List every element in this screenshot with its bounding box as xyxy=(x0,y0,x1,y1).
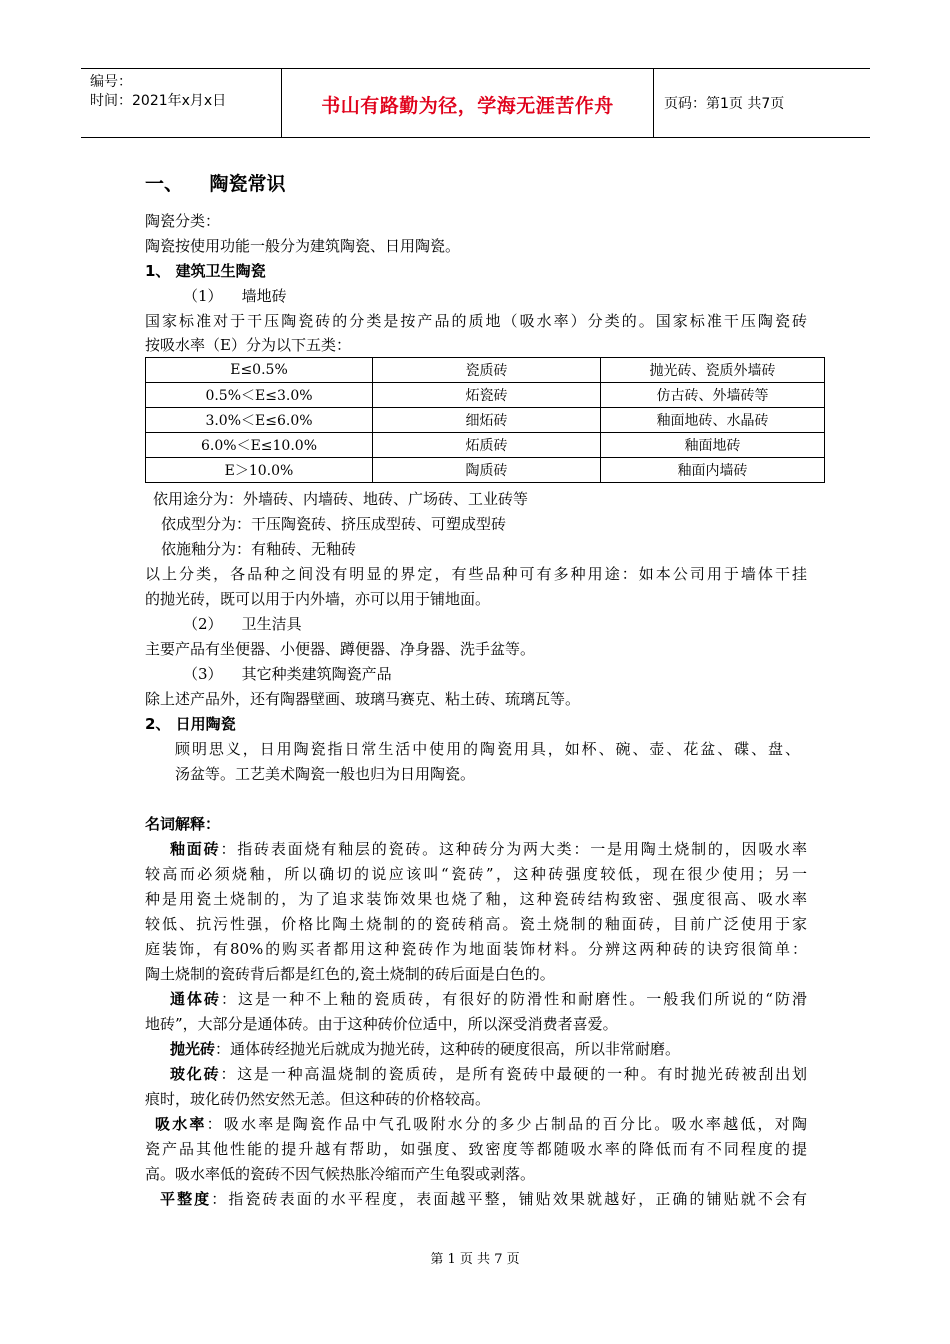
number-label: 编号： xyxy=(90,74,132,90)
paragraph-line: 以上分类，各品种之间没有明显的界定，有些品种可有多种用途：如本公司用于墙体干挂 xyxy=(145,565,807,583)
glossary-definition: ：指砖表面烧有釉层的瓷砖。这种砖分为两大类：一是用陶土烧制的，因吸水率 xyxy=(220,840,807,858)
table-cell: 3.0%＜E≤6.0% xyxy=(146,408,373,433)
paragraph-line: 地砖”，大部分是通体砖。由于这种砖价位适中，所以深受消费者喜爱。 xyxy=(145,1015,618,1033)
header-meta-cell xyxy=(81,69,282,137)
glossary-definition: ：这是一种不上釉的瓷质砖，有很好的防滑性和耐磨性。一般我们所说的“防滑 xyxy=(221,990,807,1008)
paragraph-line: 依施釉分为：有釉砖、无釉砖 xyxy=(161,540,357,558)
glossary-entry xyxy=(155,1114,807,1134)
item-heading: （2） 卫生洁具 xyxy=(183,615,302,633)
paragraph-line: 较高而必须烧釉，所以确切的说应该叫“瓷砖”，这种砖强度较低，现在很少使用；另一 xyxy=(145,865,807,883)
table-cell: 炻质砖 xyxy=(373,433,601,458)
glossary-definition: ：指瓷砖表面的水平程度，表面越平整，铺贴效果就越好，正确的铺贴就不会有 xyxy=(211,1190,807,1208)
paragraph-line: 依成型分为：干压陶瓷砖、挤压成型砖、可塑成型砖 xyxy=(161,515,507,533)
table-cell: 釉面内墙砖 xyxy=(601,458,825,483)
table-cell: 瓷质砖 xyxy=(373,358,601,383)
intro-line: 陶瓷按使用功能一般分为建筑陶瓷、日用陶瓷。 xyxy=(145,237,461,255)
paragraph-line: 的抛光砖，既可以用于内外墙，亦可以用于铺地面。 xyxy=(145,590,491,608)
table-cell: E＞10.0% xyxy=(146,458,373,483)
table-cell: 炻瓷砖 xyxy=(373,383,601,408)
glossary-definition: ：通体砖经抛光后就成为抛光砖，这种砖的硬度很高，所以非常耐磨。 xyxy=(215,1040,681,1058)
glossary-definition: ：这是一种高温烧制的瓷质砖，是所有瓷砖中最硬的一种。有时抛光砖被刮出划 xyxy=(220,1065,807,1083)
table-cell: 6.0%＜E≤10.0% xyxy=(146,433,373,458)
glossary-entry xyxy=(160,1189,807,1209)
paragraph-line: 国家标准对于干压陶瓷砖的分类是按产品的质地（吸水率）分类的。国家标准干压陶瓷砖 xyxy=(145,312,807,330)
glossary-title: 名词解释： xyxy=(145,815,221,833)
section-title: 一、 陶瓷常识 xyxy=(145,173,286,195)
glossary-term: 玻化砖 xyxy=(170,1065,221,1083)
glossary-term: 抛光砖 xyxy=(170,1040,216,1058)
subsection-title: 2、 日用陶瓷 xyxy=(145,715,236,733)
page-footer: 第 1 页 共 7 页 xyxy=(430,1252,520,1267)
table-cell: 陶质砖 xyxy=(373,458,601,483)
paragraph-line: 汤盆等。工艺美术陶瓷一般也归为日用陶瓷。 xyxy=(175,765,476,783)
header-page-cell xyxy=(654,69,870,137)
glossary-entry xyxy=(170,1039,680,1059)
intro-line: 陶瓷分类： xyxy=(145,212,221,230)
glossary-entry xyxy=(170,989,807,1009)
item-heading: （3） 其它种类建筑陶瓷产品 xyxy=(183,665,392,683)
paragraph-line: 主要产品有坐便器、小便器、蹲便器、净身器、洗手盆等。 xyxy=(145,640,536,658)
subsection-title: 1、 建筑卫生陶瓷 xyxy=(145,262,266,280)
paragraph-line: 除上述产品外，还有陶器壁画、玻璃马赛克、粘土砖、琉璃瓦等。 xyxy=(145,690,581,708)
table-row xyxy=(146,458,825,483)
table-cell: 抛光砖、瓷质外墙砖 xyxy=(601,358,825,383)
glossary-term: 吸水率 xyxy=(155,1115,207,1133)
glossary-entry xyxy=(170,839,807,859)
page-info: 页码：第1页 共7页 xyxy=(664,96,785,112)
paragraph-line: 瓷产品其他性能的提升越有帮助，如强度、致密度等都随吸水率的降低而有不同程度的提 xyxy=(145,1140,807,1158)
paragraph-line: 陶土烧制的瓷砖背后都是红色的,瓷土烧制的砖后面是白色的。 xyxy=(145,965,555,983)
paragraph-line: 较低、抗污性强，价格比陶土烧制的的瓷砖稍高。瓷土烧制的釉面砖，目前广泛使用于家 xyxy=(145,915,807,933)
paragraph-line: 按吸水率（E）分为以下五类： xyxy=(145,336,351,354)
table-cell: 0.5%＜E≤3.0% xyxy=(146,383,373,408)
page-header xyxy=(81,68,870,138)
glossary-entry xyxy=(170,1064,807,1084)
paragraph-line: 顾明思义，日用陶瓷指日常生活中使用的陶瓷用具，如杯、碗、壶、花盆、碟、盘、 xyxy=(175,740,800,758)
paragraph-line: 庭装饰，有80%的购买者都用这种瓷砖作为地面装饰材料。分辨这两种砖的诀窍很简单： xyxy=(145,940,807,958)
paragraph-line: 依用途分为：外墙砖、内墙砖、地砖、广场砖、工业砖等 xyxy=(153,490,529,508)
item-heading: （1） 墙地砖 xyxy=(183,287,287,305)
paragraph-line: 痕时，玻化砖仍然安然无恙。但这种砖的价格较高。 xyxy=(145,1090,491,1108)
glossary-definition: ：吸水率是陶瓷作品中气孔吸附水分的多少占制品的百分比。吸水率越低，对陶 xyxy=(206,1115,807,1133)
glossary-term: 通体砖 xyxy=(170,990,222,1008)
glossary-term: 釉面砖 xyxy=(170,840,221,858)
absorption-table xyxy=(145,357,825,483)
time-label: 时间：2021年x月x日 xyxy=(90,93,227,109)
table-row xyxy=(146,433,825,458)
table-row xyxy=(146,358,825,383)
table-cell: E≤0.5% xyxy=(146,358,373,383)
paragraph-line: 高。吸水率低的瓷砖不因气候热胀冷缩而产生龟裂或剥落。 xyxy=(145,1165,536,1183)
table-row xyxy=(146,383,825,408)
table-cell: 釉面地砖、水晶砖 xyxy=(601,408,825,433)
table-row xyxy=(146,408,825,433)
motto: 书山有路勤为径，学海无涯苦作舟 xyxy=(321,95,614,117)
glossary-term: 平整度 xyxy=(160,1190,212,1208)
paragraph-line: 种是用瓷土烧制的，为了追求装饰效果也烧了釉，这种瓷砖结构致密、强度很高、吸水率 xyxy=(145,890,807,908)
header-motto-cell xyxy=(282,69,654,137)
table-cell: 细炻砖 xyxy=(373,408,601,433)
table-cell: 仿古砖、外墙砖等 xyxy=(601,383,825,408)
table-cell: 釉面地砖 xyxy=(601,433,825,458)
